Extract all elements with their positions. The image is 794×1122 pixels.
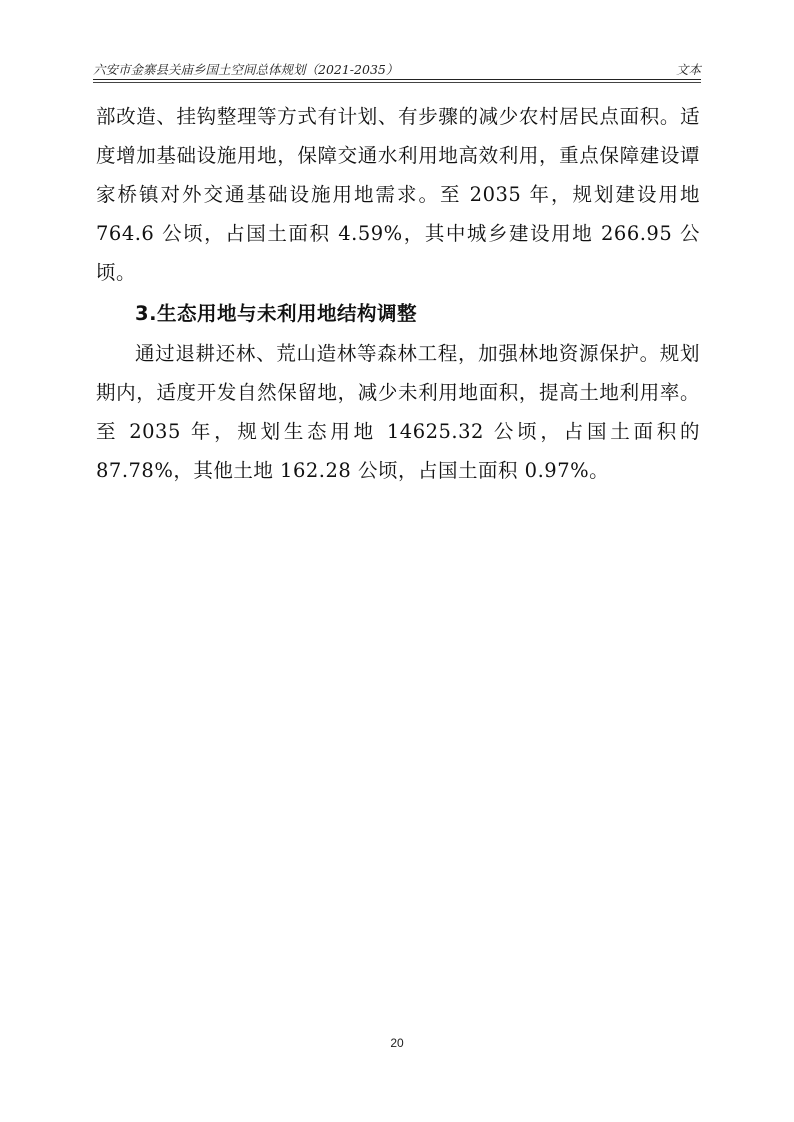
body-paragraph: 通过退耕还林、荒山造林等森林工程，加强林地资源保护。规划期内，适度开发自然保留地，减少未利用地面积，提高土地利用率。至 2035 年，规划生态用地 14625.32 公顷，占国土面积的 87.78%，其他土地 162.28 公顷，占国土面积 0.97%。 xyxy=(96,342,700,482)
page-header xyxy=(93,58,701,80)
document-title: 六安市金寨县关庙乡国土空间总体规划（2021-2035） xyxy=(93,62,399,77)
document-type-tag: 文本 xyxy=(675,62,701,77)
page-number: 20 xyxy=(390,1036,404,1050)
header-divider xyxy=(93,79,701,80)
section-heading: 3.生态用地与未利用地结构调整 xyxy=(135,302,417,325)
header-divider-thin xyxy=(93,82,701,83)
body-paragraph-continued: 部改造、挂钩整理等方式有计划、有步骤的减少农村居民点面积。适度增加基础设施用地，保障交通水利用地高效利用，重点保障建设谭家桥镇对外交通基础设施用地需求。至 2035 年，规划建设用地 764.6 公顷，占国土面积 4.59%，其中城乡建设用地 266.95 公顷。 xyxy=(96,105,700,284)
page-body xyxy=(96,97,700,490)
